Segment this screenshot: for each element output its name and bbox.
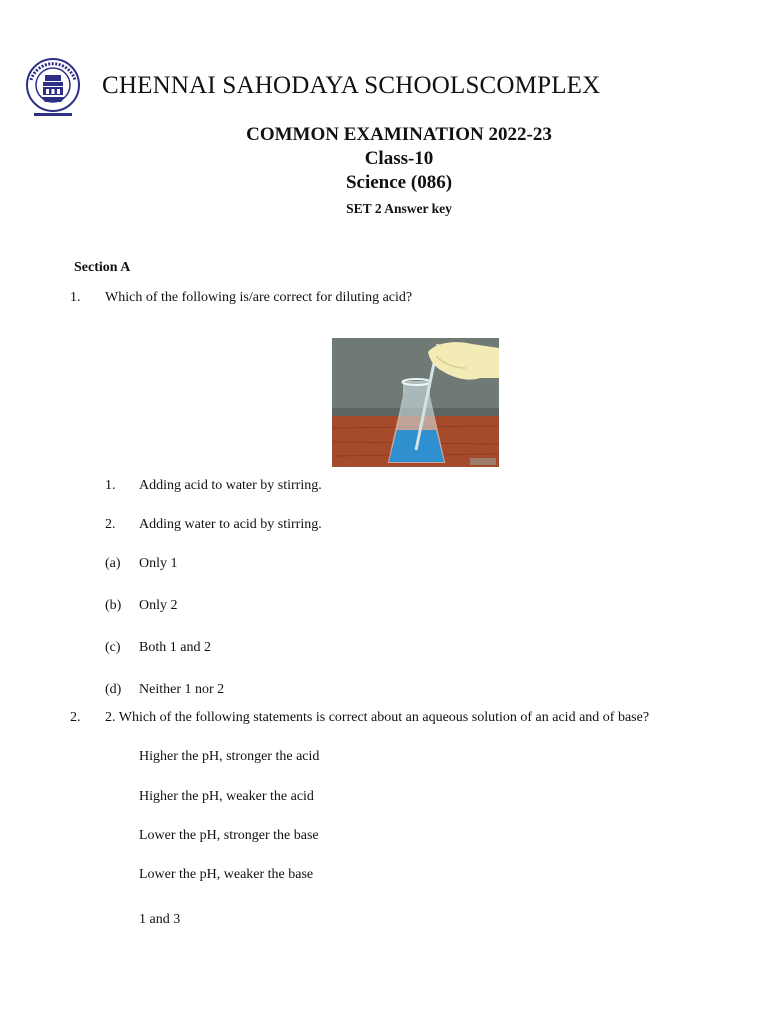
option-text: Only 1 (139, 556, 178, 571)
option-label: (c) (105, 640, 121, 655)
exam-title: COMMON EXAMINATION 2022-23 (246, 124, 552, 145)
question-number: 1. (70, 290, 81, 305)
option-text: Only 2 (139, 598, 178, 613)
option-label: (d) (105, 682, 122, 697)
statement-label: 1. (105, 478, 116, 493)
statement-text: Higher the pH, weaker the acid (139, 789, 314, 804)
option-text: Both 1 and 2 (139, 640, 211, 655)
statement-text: Adding water to acid by stirring. (139, 517, 322, 532)
set-title: SET 2 Answer key (346, 201, 452, 216)
option-label: (a) (105, 556, 121, 571)
statement-text: Higher the pH, stronger the acid (139, 749, 320, 764)
section-heading: Section A (74, 260, 131, 275)
statement-text: Lower the pH, stronger the base (139, 828, 319, 843)
statement-text: 1 and 3 (139, 912, 181, 927)
question-text: 2. Which of the following statements is correct about an aqueous solution of an acid and of base? (105, 710, 650, 725)
school-name: CHENNAI SAHODAYA SCHOOLSCOMPLEX (102, 72, 601, 99)
subject-title: Science (086) (345, 172, 453, 193)
question-text: Which of the following is/are correct for diluting acid? (105, 290, 413, 305)
question-number: 2. (70, 710, 81, 725)
option-text: Neither 1 nor 2 (139, 682, 225, 697)
flask-stirring-image (332, 338, 499, 467)
school-logo (22, 56, 84, 122)
class-title: Class-10 (364, 148, 434, 169)
statement-text: Adding acid to water by stirring. (139, 478, 322, 493)
statement-text: Lower the pH, weaker the base (139, 867, 314, 882)
option-label: (b) (105, 598, 122, 613)
statement-label: 2. (105, 517, 116, 532)
